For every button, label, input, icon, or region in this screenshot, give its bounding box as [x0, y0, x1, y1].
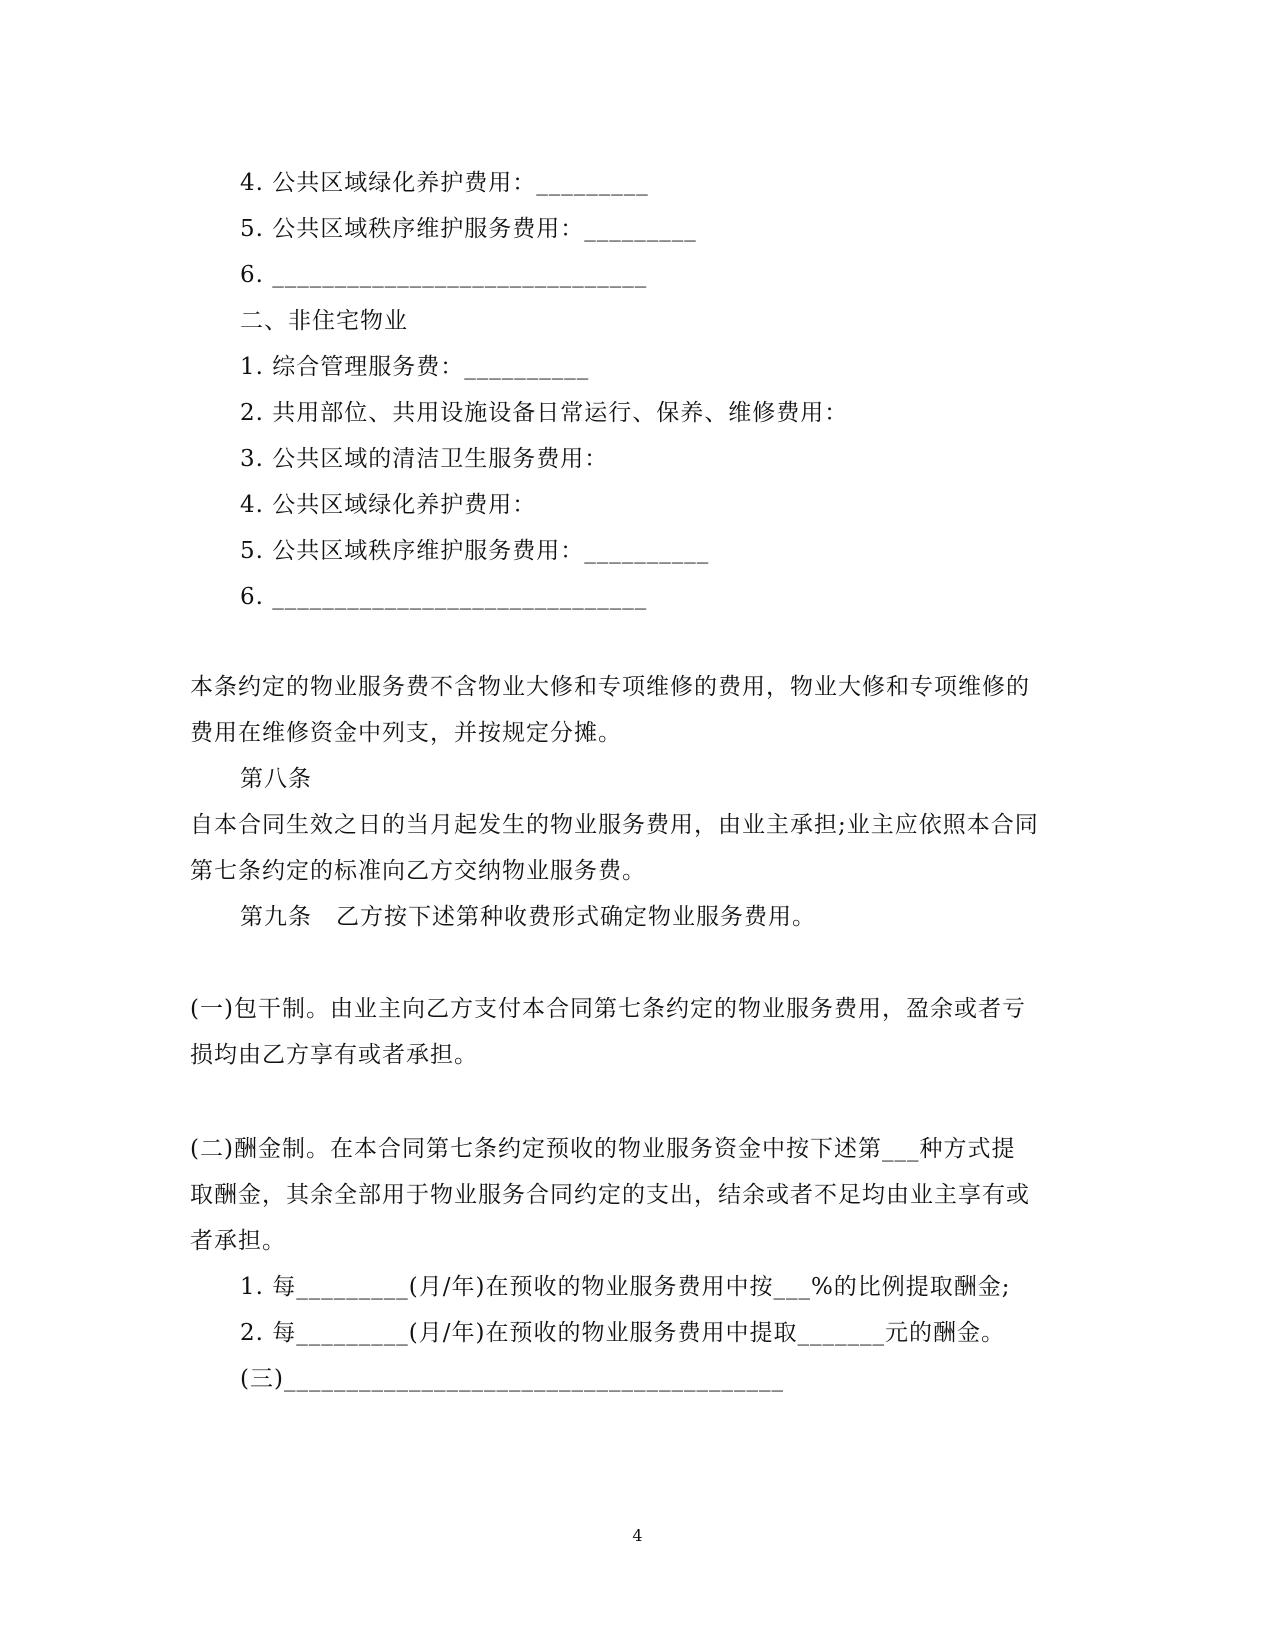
text-line-24: (三)________________________________________	[240, 1366, 784, 1392]
text-line-7: 3. 公共区域的清洁卫生服务费用：	[240, 446, 609, 472]
article-heading: 第九条 乙方按下述第种收费形式确定物业服务费用。	[240, 904, 816, 930]
text-line-3: 6. ______________________________	[240, 262, 648, 288]
text-line-1: 4. 公共区域绿化养护费用：_________	[240, 170, 649, 196]
text-line-8: 4. 公共区域绿化养护费用：	[240, 492, 537, 518]
page-number: 4	[632, 1526, 643, 1545]
text-line-6: 2. 共用部位、共用设施设备日常运行、保养、维修费用：	[240, 400, 849, 426]
paragraph-line: 取酬金，其余全部用于物业服务合同约定的支出，结余或者不足均由业主享有或	[190, 1182, 1030, 1208]
paragraph-line: 第七条约定的标准向乙方交纳物业服务费。	[190, 858, 646, 884]
paragraph-line: (一)包干制。由业主向乙方支付本合同第七条约定的物业服务费用，盈余或者亏	[190, 996, 1026, 1022]
text-line-9: 5. 公共区域秩序维护服务费用：__________	[240, 538, 710, 564]
paragraph-line: 损均由乙方享有或者承担。	[190, 1042, 478, 1068]
text-line-2: 5. 公共区域秩序维护服务费用：_________	[240, 216, 697, 242]
paragraph-line: 者承担。	[190, 1228, 286, 1254]
article-heading: 第八条	[240, 766, 312, 792]
text-line-10: 6. ______________________________	[240, 584, 648, 610]
text-line-23: 2. 每_________(月/年)在预收的物业服务费用中提取_______元的酬金。	[240, 1320, 1005, 1346]
paragraph-line: (二)酬金制。在本合同第七条约定预收的物业服务资金中按下述第___种方式提	[190, 1136, 1016, 1162]
text-line-22: 1. 每_________(月/年)在预收的物业服务费用中按___%的比例提取酬金;	[240, 1274, 1011, 1300]
paragraph-line: 自本合同生效之日的当月起发生的物业服务费用，由业主承担;业主应依照本合同	[190, 812, 1039, 838]
text-line-5: 1. 综合管理服务费：__________	[240, 354, 590, 380]
section-heading: 二、非住宅物业	[240, 308, 408, 334]
paragraph-line: 本条约定的物业服务费不含物业大修和专项维修的费用，物业大修和专项维修的	[190, 674, 1030, 700]
paragraph-line: 费用在维修资金中列支，并按规定分摊。	[190, 720, 622, 746]
